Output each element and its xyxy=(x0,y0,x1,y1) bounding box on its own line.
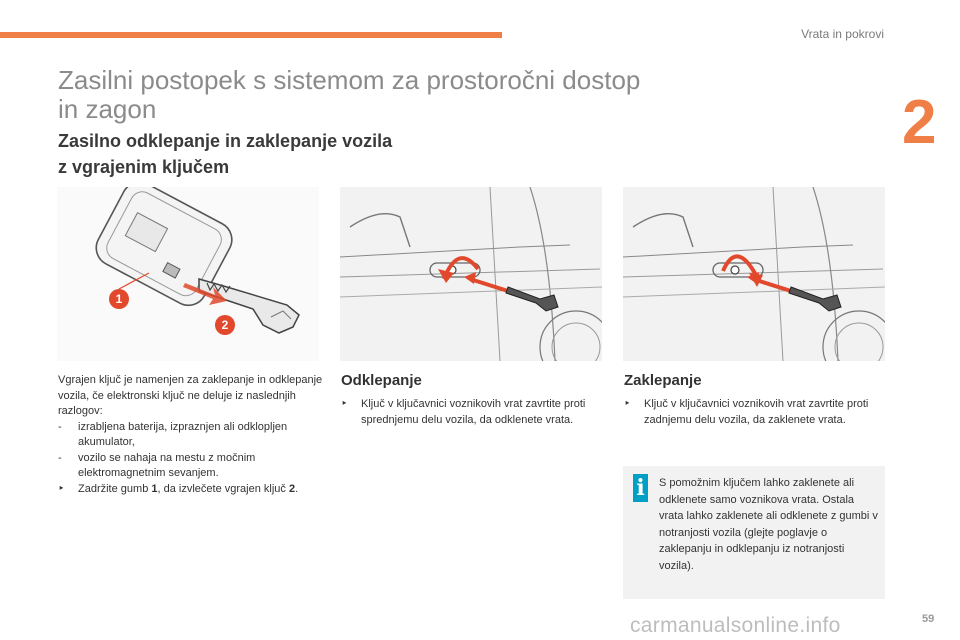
step-key-ref: 2 xyxy=(288,482,296,495)
mirror-outline xyxy=(633,214,693,247)
lock-step-text: Ključ v ključavnici voznikovih vrat zavrtite proti zadnjemu delu vozila, da zaklenete vrata. xyxy=(644,398,869,426)
step-marker-icon: ‣ xyxy=(624,398,631,410)
wheel-drawing xyxy=(823,311,885,361)
step-marker-icon: ‣ xyxy=(58,482,65,495)
section-subtitle xyxy=(58,128,478,180)
section-title: Vrata in pokrovi xyxy=(801,27,884,41)
key-fob-illustration xyxy=(57,187,319,361)
step-marker-icon: ‣ xyxy=(341,398,348,410)
unlock-door-drawing xyxy=(340,187,602,361)
step-text-after: . xyxy=(295,482,299,495)
page-title xyxy=(58,66,738,124)
callout-1-label: 1 xyxy=(115,292,123,306)
page-title-line-1: Zasilni postopek s sistemom za prostoročni dostop xyxy=(58,65,641,95)
dash-marker: - xyxy=(58,420,62,433)
accent-bar xyxy=(0,32,502,38)
lock-door-illustration xyxy=(623,187,885,361)
reason-item-2-text: vozilo se nahaja na mestu z močnim elektromagnetnim sevanjem. xyxy=(78,451,256,479)
lock-heading: Zaklepanje xyxy=(624,372,702,389)
unlock-instruction xyxy=(341,397,603,428)
insert-arrow xyxy=(470,279,508,291)
step-text-before: Zadržite gumb xyxy=(78,482,152,495)
wheel-drawing xyxy=(540,311,602,361)
page-number: 59 xyxy=(922,613,935,625)
reason-item-1-text: izrabljena baterija, izpraznjen ali odklopljen akumulator, xyxy=(78,420,288,448)
unlock-step-text: Ključ v ključavnici voznikovih vrat zavrtite proti sprednjemu delu vozila, da odklenete vrata. xyxy=(361,398,586,426)
info-text: S pomožnim ključem lahko zaklenete ali odklenete samo voznikova vrata. Ostala vrata lahko zaklenete ali odklenete z gumbi v notranjosti vozila (glejte poglavje o zaklepanju in odklepanju iz notranjosti vozila). xyxy=(659,477,878,572)
step-button-ref: 1 xyxy=(151,482,158,495)
lock-door-drawing xyxy=(623,187,885,361)
callout-2-label: 2 xyxy=(221,318,229,332)
watermark: carmanualsonline.info xyxy=(630,614,841,637)
chapter-number: 2 xyxy=(902,88,937,157)
step-text-mid: , da izvlečete vgrajen ključ xyxy=(157,482,289,495)
unlock-door-illustration xyxy=(340,187,602,361)
mirror-outline xyxy=(350,214,410,247)
unlock-step xyxy=(341,397,603,428)
callout-1-badge xyxy=(109,289,129,309)
page-title-line-2: in zagon xyxy=(58,94,157,124)
info-box xyxy=(623,466,885,599)
lock-step xyxy=(624,397,886,428)
reason-item-2 xyxy=(58,451,323,482)
insert-arrow xyxy=(753,279,791,291)
subtitle-line-2: z vgrajenim ključem xyxy=(58,157,230,177)
info-icon: i xyxy=(633,474,648,502)
door-lock-cylinder xyxy=(731,266,739,274)
lock-instruction xyxy=(624,397,886,428)
reason-item-1 xyxy=(58,420,323,451)
key-fob-drawing xyxy=(57,187,319,361)
dash-marker: - xyxy=(58,451,62,464)
intro-paragraph: Vgrajen ključ je namenjen za zaklepanje in odklepanje vozila, če elektronski ključ ne deluje iz naslednjih razlogov: xyxy=(58,374,323,417)
unlock-heading: Odklepanje xyxy=(341,372,422,389)
emergency-key-blade xyxy=(199,279,299,333)
callout-2-badge xyxy=(215,315,235,335)
subtitle-line-1: Zasilno odklepanje in zaklepanje vozila xyxy=(58,131,393,151)
intro-text xyxy=(58,373,323,497)
step-item xyxy=(58,482,323,498)
